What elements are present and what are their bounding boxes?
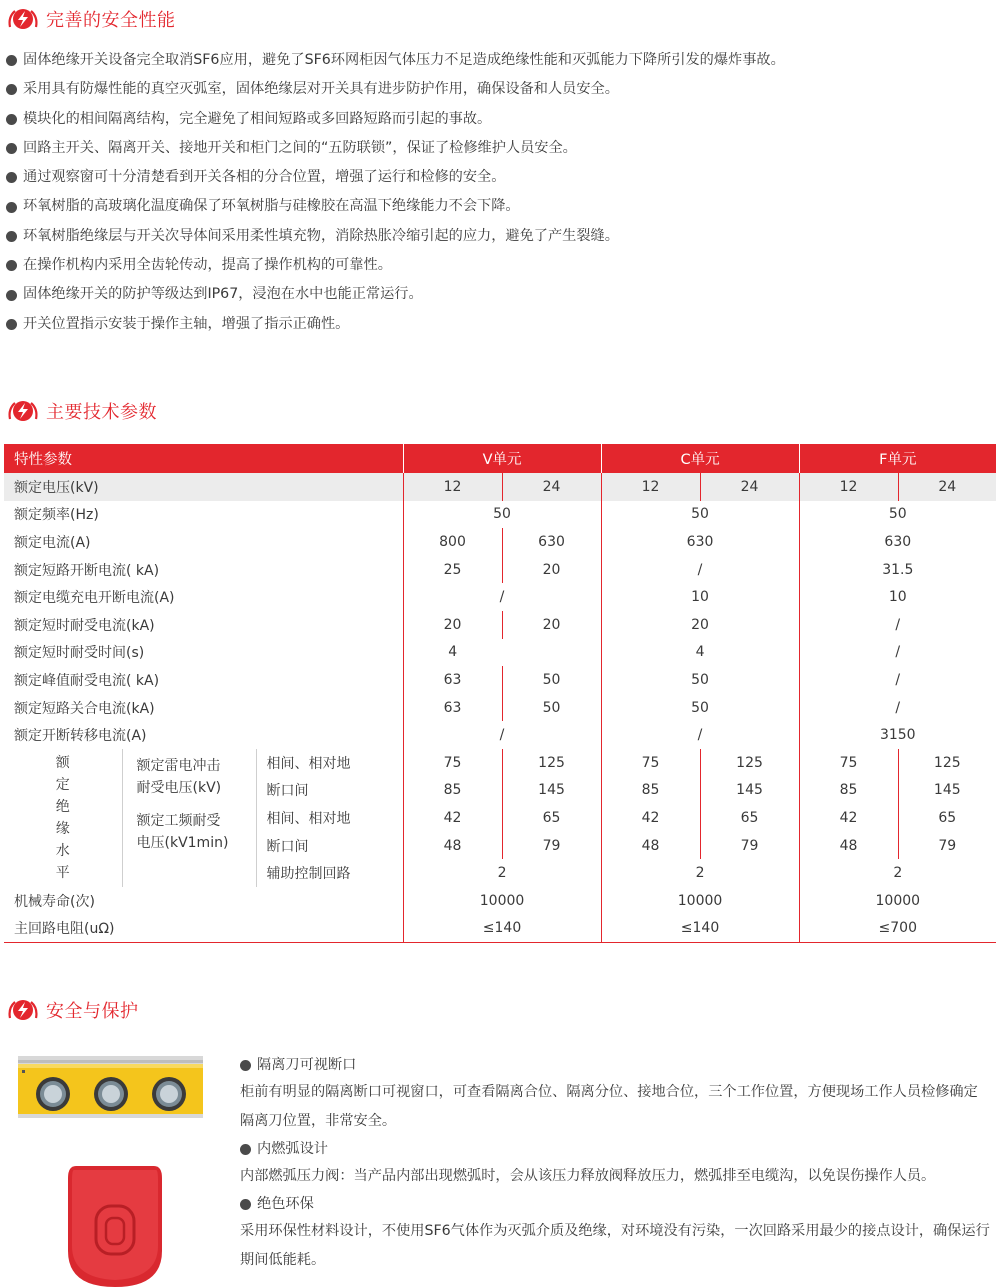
table-row: 断口间 48 79 48 79 48 79 — [4, 832, 996, 860]
list-item: 通过观察窗可十分清楚看到开关各相的分合位置，增强了运行和检修的安全。 — [6, 163, 785, 192]
table-row: 额定电缆充电开断电流(A) / 10 10 — [4, 583, 996, 611]
table-row: 额定电流(A) 800 630 630 630 — [4, 528, 996, 556]
safety-list — [6, 46, 785, 339]
list-item: 采用具有防爆性能的真空灭弧室，固体绝缘层对开关具有进步防护作用，确保设备和人员安全。 — [6, 75, 785, 104]
bullet-icon — [6, 114, 17, 125]
table-row: 机械寿命(次) 10000 10000 10000 — [4, 887, 996, 915]
table-row: 额 定 绝 缘 水 平 额定雷电冲击 耐受电压(kV) 相间、相对地 75 125 75 125 75 125 — [4, 749, 996, 777]
params-table — [4, 444, 996, 943]
table-row: 额定频率(Hz) 50 50 50 — [4, 501, 996, 529]
header-param: 特性参数 — [4, 444, 403, 473]
list-item: 固体绝缘开关的防护等级达到IP67，浸泡在水中也能正常运行。 — [6, 280, 785, 309]
bullet-icon — [240, 1199, 251, 1210]
table-row: 额定短路开断电流( kA) 25 20 / 31.5 — [4, 556, 996, 584]
table-row: 额定开断转移电流(A) / / 3150 — [4, 721, 996, 749]
table-row: 额定工频耐受 电压(kV1min) 相间、相对地 42 65 42 65 42 65 — [4, 804, 996, 832]
table-header — [4, 444, 996, 473]
lightning-logo-icon — [6, 996, 40, 1024]
bullet-icon — [6, 290, 17, 301]
protection-text: 柜前有明显的隔离断口可视窗口，可查看隔离合位、隔离分位、接地合位，三个工作位置，方便现场工作人员检修确定隔离刀位置，非常安全。 — [240, 1084, 978, 1129]
section-title: 主要技术参数 — [46, 402, 157, 423]
bullet-icon — [240, 1060, 251, 1071]
bullet-icon — [6, 143, 17, 154]
lightning-label: 额定雷电冲击 耐受电压(kV) — [122, 749, 256, 804]
protection-title: 绝色环保 — [240, 1191, 990, 1217]
bullet-icon — [6, 202, 17, 213]
table-row: 辅助控制回路 2 2 2 — [4, 859, 996, 887]
section-header-protection — [6, 995, 139, 1025]
viewing-window-image — [18, 1056, 203, 1118]
table-row: 额定电压(kV) 12 24 12 24 12 24 — [4, 473, 996, 501]
list-item: 在操作机构内采用全齿轮传动，提高了操作机构的可靠性。 — [6, 251, 785, 280]
bullet-icon — [6, 84, 17, 95]
header-c-unit: C单元 — [601, 444, 799, 473]
insulation-group-label: 额 定 绝 缘 水 平 — [55, 754, 70, 881]
protection-text: 采用环保性材料设计，不使用SF6气体作为灭弧介质及绝缘，对环境没有污染，一次回路采用最少的接点设计，确保运行期间低能耗。 — [240, 1223, 990, 1268]
list-item: 环氧树脂绝缘层与开关次导体间采用柔性填充物，消除热胀冷缩引起的应力，避免了产生裂缝。 — [6, 222, 785, 251]
section-title: 安全与保护 — [46, 1001, 139, 1022]
bullet-icon — [6, 172, 17, 183]
lightning-logo-icon — [6, 5, 40, 33]
protection-list — [240, 1052, 990, 1275]
bullet-icon — [6, 319, 17, 330]
header-f-unit: F单元 — [799, 444, 996, 473]
table-row: 主回路电阻(uΩ) ≤140 ≤140 ≤700 — [4, 915, 996, 943]
bullet-icon — [6, 260, 17, 271]
list-item: 固体绝缘开关设备完全取消SF6应用，避免了SF6环网柜因气体压力不足造成绝缘性能和灭弧能力下降所引发的爆炸事故。 — [6, 46, 785, 75]
power-freq-label: 额定工频耐受 电压(kV1min) — [122, 804, 256, 859]
list-item: 模块化的相间隔离结构，完全避免了相间短路或多回路短路而引起的事故。 — [6, 105, 785, 134]
lightning-logo-icon — [6, 397, 40, 425]
protection-title: 隔离刀可视断口 — [240, 1052, 990, 1078]
table-row: 断口间 85 145 85 145 85 145 — [4, 777, 996, 805]
protection-text: 内部燃弧压力阀：当产品内部出现燃弧时，会从该压力释放阀释放压力，燃弧排至电缆沟，以免误伤操作人员。 — [240, 1168, 936, 1184]
table-row: 额定峰值耐受电流( kA) 63 50 50 / — [4, 666, 996, 694]
pressure-valve-image — [66, 1166, 164, 1287]
protection-title: 内燃弧设计 — [240, 1136, 990, 1162]
table-row: 额定短时耐受时间(s) 4 4 / — [4, 639, 996, 667]
section-header-params — [6, 396, 157, 426]
section-title: 完善的安全性能 — [46, 10, 176, 31]
section-header-safety — [6, 4, 176, 34]
bullet-icon — [240, 1144, 251, 1155]
header-v-unit: V单元 — [403, 444, 601, 473]
table-row: 额定短路关合电流(kA) 63 50 50 / — [4, 694, 996, 722]
bullet-icon — [6, 231, 17, 242]
bullet-icon — [6, 55, 17, 66]
list-item: 开关位置指示安装于操作主轴，增强了指示正确性。 — [6, 310, 785, 339]
list-item: 环氧树脂的高玻璃化温度确保了环氧树脂与硅橡胶在高温下绝缘能力不会下降。 — [6, 192, 785, 221]
table-row: 额定短时耐受电流(kA) 20 20 20 / — [4, 611, 996, 639]
list-item: 回路主开关、隔离开关、接地开关和柜门之间的“五防联锁”，保证了检修维护人员安全。 — [6, 134, 785, 163]
